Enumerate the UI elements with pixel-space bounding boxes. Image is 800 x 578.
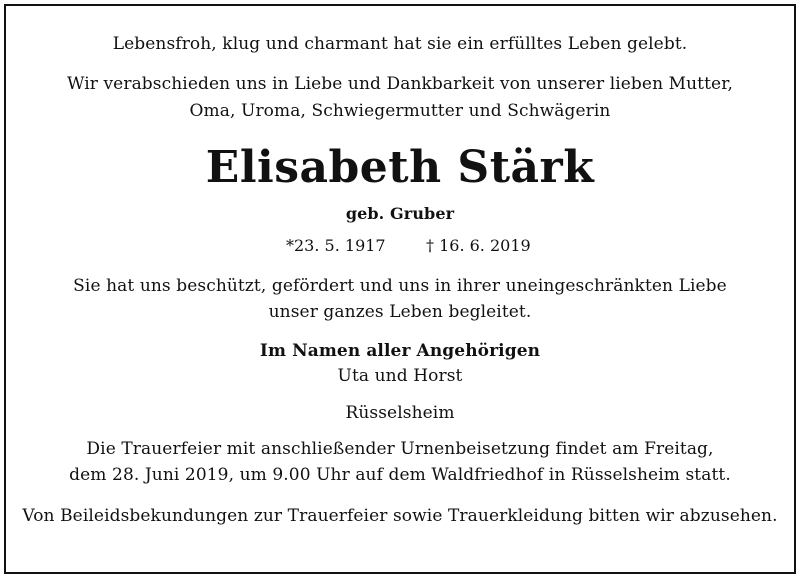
intro-line: Lebensfroh, klug und charmant hat sie ein erfülltes Leben gelebt. xyxy=(112,34,688,54)
farewell-line-2: Oma, Uroma, Schwiegermutter und Schwägerin xyxy=(189,101,611,121)
maiden-name: geb. Gruber xyxy=(345,204,455,223)
on-behalf-heading: Im Namen aller Angehörigen xyxy=(259,341,541,361)
deceased-name: Elisabeth Stärk xyxy=(205,142,595,193)
death-date: † 16. 6. 2019 xyxy=(426,236,531,255)
condolence-request: Von Beileidsbekundungen zur Trauerfeier sowie Trauerkleidung bitten wir abzusehen. xyxy=(22,506,778,526)
tribute-line-1: Sie hat uns beschützt, gefördert und uns in ihrer uneingeschränkten Liebe xyxy=(73,276,727,296)
funeral-line-1: Die Trauerfeier mit anschließender Urnenbeisetzung findet am Freitag, xyxy=(86,439,714,459)
farewell-line-1: Wir verabschieden uns in Liebe und Dankbarkeit von unserer lieben Mutter, xyxy=(66,74,734,94)
family-names: Uta und Horst xyxy=(337,366,463,386)
tribute-line-2: unser ganzes Leben begleitet. xyxy=(268,302,532,322)
funeral-line-2: dem 28. Juni 2019, um 9.00 Uhr auf dem Waldfriedhof in Rüsselsheim statt. xyxy=(69,465,731,485)
life-dates xyxy=(0,236,800,258)
place-name: Rüsselsheim xyxy=(345,403,455,423)
birth-date: *23. 5. 1917 xyxy=(286,236,386,255)
